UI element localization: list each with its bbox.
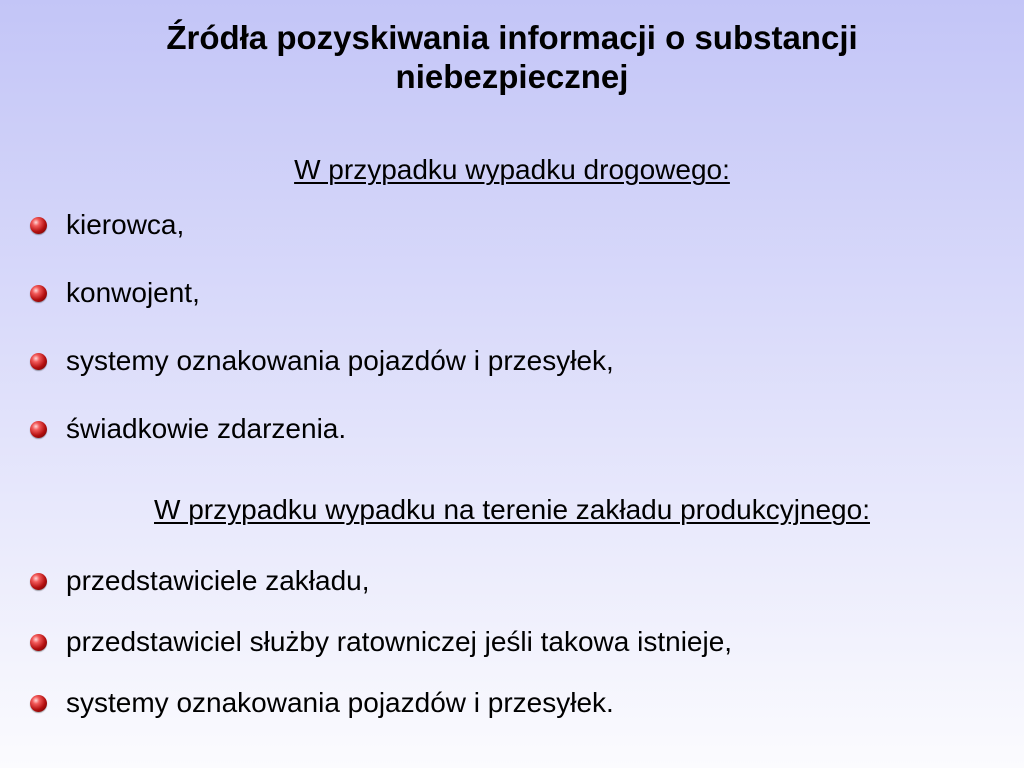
- red-sphere-bullet-icon: [30, 285, 47, 302]
- red-sphere-bullet-icon: [30, 353, 47, 370]
- list-item-text: konwojent,: [66, 277, 200, 308]
- list-item: [30, 276, 200, 310]
- red-sphere-bullet-icon: [30, 634, 47, 651]
- list-item-text: systemy oznakowania pojazdów i przesyłek,: [66, 345, 614, 376]
- list-item: [30, 344, 614, 378]
- red-sphere-bullet-icon: [30, 217, 47, 234]
- list-item: [30, 686, 614, 720]
- section-heading-road-accident: W przypadku wypadku drogowego:: [294, 154, 730, 185]
- list-item-text: systemy oznakowania pojazdów i przesyłek.: [66, 687, 614, 718]
- list-item-text: przedstawiciele zakładu,: [66, 565, 370, 596]
- section-heading-plant-accident: W przypadku wypadku na terenie zakładu produkcyjnego:: [154, 494, 870, 525]
- list-item-text: kierowca,: [66, 209, 185, 240]
- list-item-text: przedstawiciel służby ratowniczej jeśli takowa istnieje,: [66, 626, 733, 657]
- list-item: [30, 625, 732, 659]
- list-item: [30, 412, 346, 446]
- slide-title: [0, 18, 1024, 96]
- list-item: [30, 208, 184, 242]
- list-item-text: świadkowie zdarzenia.: [66, 413, 347, 444]
- red-sphere-bullet-icon: [30, 421, 47, 438]
- red-sphere-bullet-icon: [30, 695, 47, 712]
- list-item: [30, 564, 370, 598]
- slide-title-line-1: Źródła pozyskiwania informacji o substancji: [166, 19, 858, 56]
- red-sphere-bullet-icon: [30, 573, 47, 590]
- slide-title-line-2: niebezpiecznej: [395, 58, 629, 95]
